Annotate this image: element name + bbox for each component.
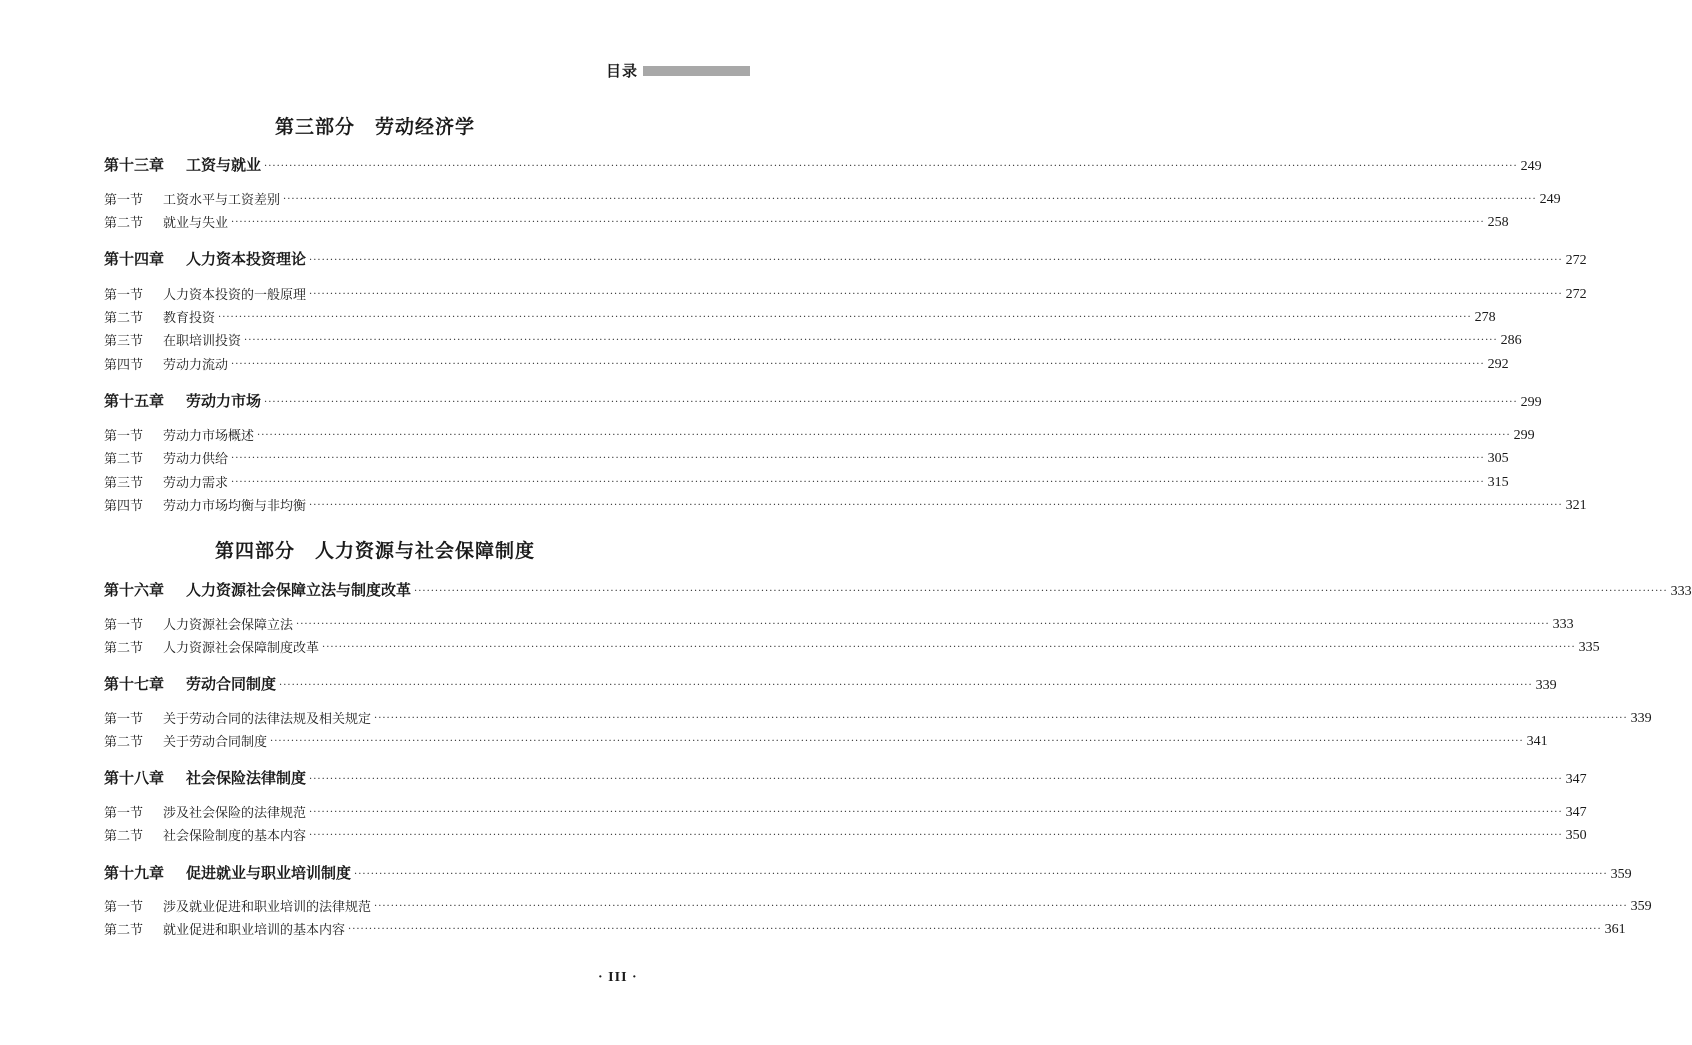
section-number: 第二节 [104,452,144,467]
dot-leader: ············································································································································································································································································································ [231,453,1485,464]
chapter-title: 劳动力市场 [186,392,262,410]
toc-section-row[interactable] [104,494,1587,514]
section-title: 劳动力需求 [163,476,229,491]
toc-section-row[interactable] [104,895,1652,915]
section-number: 第二节 [104,311,144,326]
chapter-number: 第十三章 [104,156,165,174]
toc-section-row[interactable] [104,211,1509,231]
dot-leader: ············································································································································································································································································································ [218,312,1472,323]
chapter-number: 第十九章 [104,864,165,882]
page-ref: 292 [1487,357,1509,372]
section-number: 第二节 [104,829,144,844]
page-ref: 359 [1610,867,1632,882]
section-title: 人力资源社会保障制度改革 [163,641,320,656]
page-ref: 278 [1474,310,1496,325]
page-ref: 272 [1565,253,1587,268]
page-ref: 321 [1565,498,1587,513]
section-number: 第四节 [104,499,144,514]
page-ref: 341 [1526,734,1548,749]
toc-chapter-row[interactable] [104,247,1587,269]
toc-section-row[interactable] [104,306,1496,326]
part-title: 第四部分 人力资源与社会保障制度 [214,540,535,562]
dot-leader: ············································································································································································································································································································ [264,161,1518,172]
dot-leader: ············································································································································································································································································································ [322,642,1576,653]
section-title: 关于劳动合同制度 [163,735,268,750]
section-title: 就业促进和职业培训的基本内容 [163,923,346,938]
dot-leader: ············································································································································································································································································································ [414,586,1668,597]
section-title: 劳动力市场概述 [163,429,255,444]
page-ref: 347 [1565,805,1587,820]
page-ref: 350 [1565,828,1587,843]
section-title: 劳动力供给 [163,452,229,467]
toc-section-row[interactable] [104,824,1587,844]
section-number: 第二节 [104,216,144,231]
toc-section-row[interactable] [104,801,1587,821]
section-number: 第二节 [104,923,144,938]
chapter-number: 第十五章 [104,392,165,410]
section-number: 第一节 [104,806,144,821]
dot-leader: ············································································································································································································································································································ [231,217,1485,228]
chapter-title: 人力资本投资理论 [186,250,307,268]
page-ref: 333 [1670,584,1692,599]
toc-chapter-row[interactable] [104,766,1587,788]
dot-leader: ············································································································································································································································································································ [279,680,1533,691]
section-title: 就业与失业 [163,216,229,231]
page-ref: 339 [1535,678,1557,693]
toc-section-row[interactable] [104,424,1535,444]
chapter-number: 第十七章 [104,675,165,693]
dot-leader: ············································································································································································································································································································ [354,869,1608,880]
section-number: 第二节 [104,735,144,750]
section-number: 第一节 [104,712,144,727]
section-title: 工资水平与工资差别 [163,193,281,208]
section-number: 第一节 [104,429,144,444]
section-number: 第一节 [104,288,144,303]
section-title: 关于劳动合同的法律法规及相关规定 [163,712,372,727]
chapter-number: 第十四章 [104,250,165,268]
page-number: · III · [598,970,638,985]
section-number: 第四节 [104,358,144,373]
toc-section-row[interactable] [104,707,1652,727]
running-header-label: 目录 [606,62,639,80]
section-title: 涉及就业促进和职业培训的法律规范 [163,900,372,915]
page-ref: 361 [1604,922,1626,937]
section-number: 第二节 [104,641,144,656]
dot-leader: ············································································································································································································································································································ [296,619,1550,630]
dot-leader: ············································································································································································································································································································ [244,335,1498,346]
toc-section-row[interactable] [104,283,1587,303]
section-number: 第三节 [104,334,144,349]
chapter-number: 第十六章 [104,581,165,599]
toc-chapter-row[interactable] [104,389,1542,411]
chapter-title: 劳动合同制度 [186,675,277,693]
section-title: 在职培训投资 [163,334,242,349]
dot-leader: ············································································································································································································································································································ [374,901,1628,912]
dot-leader: ············································································································································································································································································································ [283,194,1537,205]
page-ref: 333 [1552,617,1574,632]
page-ref: 305 [1487,451,1509,466]
section-title: 劳动力市场均衡与非均衡 [163,499,307,514]
dot-leader: ············································································································································································································································································································ [348,924,1602,935]
toc-section-row[interactable] [104,918,1626,938]
toc-chapter-row[interactable] [104,861,1632,883]
toc-chapter-row[interactable] [104,578,1692,600]
page-ref: 258 [1487,215,1509,230]
section-number: 第一节 [104,618,144,633]
page-ref: 299 [1513,428,1535,443]
dot-leader: ············································································································································································································································································································ [309,255,1563,266]
dot-leader: ············································································································································································································································································································ [309,289,1563,300]
toc-section-row[interactable] [104,613,1574,633]
section-title: 涉及社会保险的法律规范 [163,806,307,821]
toc-section-row[interactable] [104,471,1509,491]
dot-leader: ············································································································································································································································································································ [374,713,1628,724]
part-title: 第三部分 劳动经济学 [274,116,475,138]
dot-leader: ············································································································································································································································································································ [309,500,1563,511]
section-title: 人力资本投资的一般原理 [163,288,307,303]
toc-section-row[interactable] [104,329,1522,349]
page-ref: 347 [1565,772,1587,787]
dot-leader: ············································································································································································································································································································ [309,774,1563,785]
toc-section-row[interactable] [104,636,1600,656]
chapter-number: 第十八章 [104,769,165,787]
section-title: 人力资源社会保障立法 [163,618,294,633]
page-ref: 272 [1565,287,1587,302]
section-title: 社会保险制度的基本内容 [163,829,307,844]
dot-leader: ············································································································································································································································································································ [309,807,1563,818]
page-ref: 315 [1487,475,1509,490]
page-ref: 286 [1500,333,1522,348]
toc-chapter-row[interactable] [104,672,1557,694]
dot-leader: ············································································································································································································································································································ [257,430,1511,441]
toc-section-row[interactable] [104,730,1548,750]
dot-leader: ············································································································································································································································································································ [309,830,1563,841]
chapter-title: 人力资源社会保障立法与制度改革 [186,581,412,599]
section-number: 第一节 [104,900,144,915]
page-ref: 359 [1630,899,1652,914]
page-ref: 299 [1520,395,1542,410]
section-title: 劳动力流动 [163,358,229,373]
section-number: 第一节 [104,193,144,208]
toc-section-row[interactable] [104,447,1509,467]
toc-chapter-row[interactable] [104,153,1542,175]
page-ref: 335 [1578,640,1600,655]
section-number: 第三节 [104,476,144,491]
chapter-title: 工资与就业 [186,156,262,174]
section-title: 教育投资 [163,311,216,326]
toc-section-row[interactable] [104,188,1561,208]
dot-leader: ············································································································································································································································································································ [231,359,1485,370]
page-ref: 249 [1539,192,1561,207]
page-ref: 249 [1520,159,1542,174]
running-header-bar [643,66,750,76]
dot-leader: ············································································································································································································································································································ [264,397,1518,408]
dot-leader: ············································································································································································································································································································ [270,736,1524,747]
chapter-title: 促进就业与职业培训制度 [186,864,352,882]
dot-leader: ············································································································································································································································································································ [231,477,1485,488]
chapter-title: 社会保险法律制度 [186,769,307,787]
page-ref: 339 [1630,711,1652,726]
toc-section-row[interactable] [104,353,1509,373]
